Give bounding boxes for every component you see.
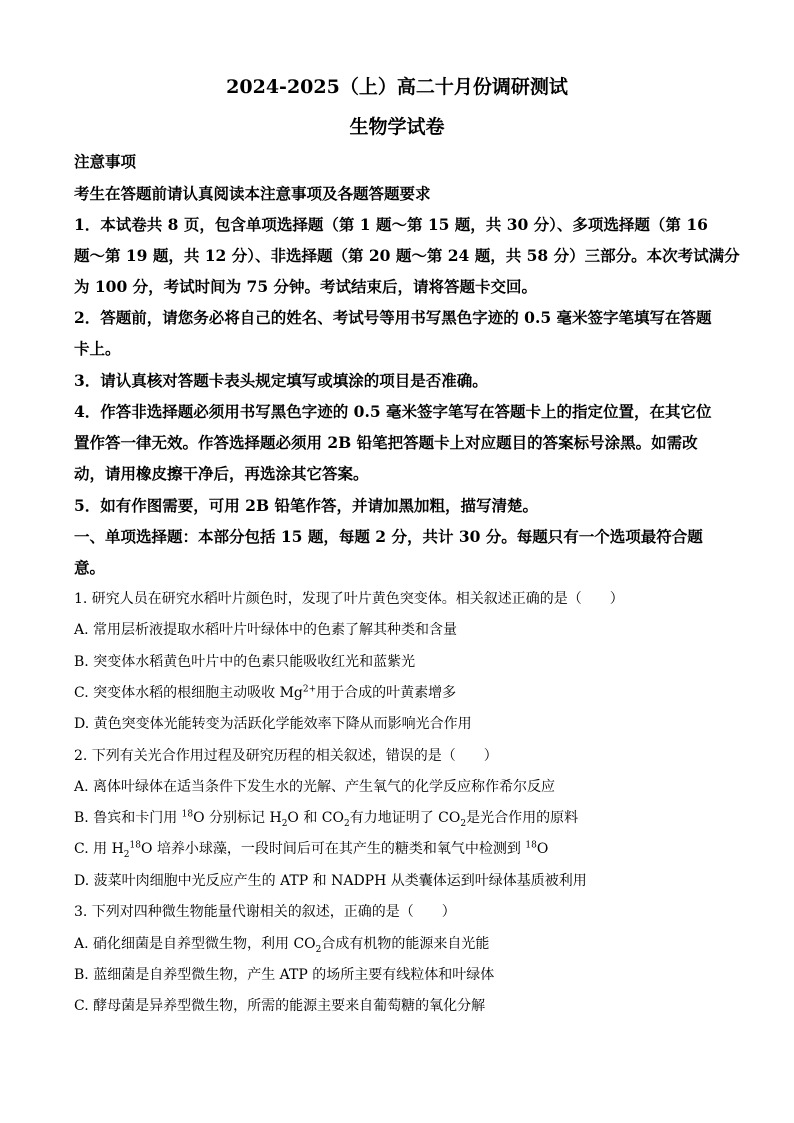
notice-item-4-line-3: 动，请用橡皮擦干净后，再选涂其它答案。 — [74, 464, 369, 483]
question-1-option-b: B. 突变体水稻黄色叶片中的色素只能吸收红光和蓝紫光 — [74, 654, 416, 670]
notice-item-5: 5．如有作图需要，可用 2B 铅笔作答，并请加黑加粗，描写清楚。 — [74, 496, 538, 515]
question-2-option-a: A. 离体叶绿体在适当条件下发生水的光解、产生氧气的化学反应称作希尔反应 — [74, 779, 556, 795]
notice-item-2-line-1: 2．答题前，请您务必将自己的姓名、考试号等用书写黑色字迹的 0.5 毫米签字笔填写在答题 — [74, 308, 712, 327]
question-1-option-a: A. 常用层析液提取水稻叶片叶绿体中的色素了解其种类和含量 — [74, 622, 458, 638]
notice-item-1-line-3: 为 100 分，考试时间为 75 分钟。考试结束后，请将答题卡交回。 — [74, 277, 538, 296]
notice-heading: 注意事项 — [74, 152, 137, 171]
question-1-option-d: D. 黄色突变体光能转变为活跃化学能效率下降从而影响光合作用 — [74, 716, 472, 732]
notice-item-4-line-1: 4．作答非选择题必须用书写黑色字迹的 0.5 毫米签字笔写在答题卡上的指定位置，在其它位 — [74, 402, 712, 421]
notice-intro: 考生在答题前请认真阅读本注意事项及各题答题要求 — [74, 184, 431, 203]
question-3-stem: 3. 下列对四种微生物能量代谢相关的叙述，正确的是（ ） — [74, 904, 456, 920]
notice-item-3: 3．请认真核对答题卡表头规定填写或填涂的项目是否准确。 — [74, 371, 488, 390]
notice-item-1-line-2: 题～第 19 题，共 12 分）、非选择题（第 20 题～第 24 题，共 58 分）三部分。本次考试满分 — [74, 246, 740, 265]
question-1-option-c: C. 突变体水稻的根细胞主动吸收 $Mg^{2+}$用于合成的叶黄素增多 — [74, 684, 457, 701]
exam-title: 2024-2025（上）高二十月份调研测试 — [226, 76, 568, 98]
notice-item-1-line-1: 1．本试卷共 8 页，包含单项选择题（第 1 题～第 15 题，共 30 分）、多项选择题（第 16 — [74, 215, 708, 234]
subject-title: 生物学试卷 — [349, 116, 445, 138]
section-1-heading-line-1: 一、单项选择题：本部分包括 15 题，每题 2 分，共计 30 分。每题只有一个选项最符合题 — [74, 527, 703, 546]
question-2-option-b: B. 鲁宾和卡门用 $^{18}$O 分别标记 $H_2O$ 和 $CO_2$有力地证明了 $CO_2$是光合作用的原料 — [74, 809, 579, 829]
question-2-option-c: C. 用 $H_2^{18}O$ 培养小球藻，一段时间后可在其产生的糖类和氧气中检测到 $^{18}$O — [74, 840, 549, 860]
section-1-heading-line-2: 意。 — [74, 558, 106, 577]
notice-item-2-line-2: 卡上。 — [74, 339, 121, 358]
question-2-option-d: D. 菠菜叶肉细胞中光反应产生的 ATP 和 NADPH 从类囊体运到叶绿体基质被利用 — [74, 873, 587, 889]
question-3-option-b: B. 蓝细菌是自养型微生物，产生 ATP 的场所主要有线粒体和叶绿体 — [74, 967, 495, 983]
question-2-stem: 2. 下列有关光合作用过程及研究历程的相关叙述，错误的是（ ） — [74, 748, 498, 764]
question-3-option-a: A. 硝化细菌是自养型微生物，利用 $CO_2$合成有机物的能源来自光能 — [74, 936, 490, 955]
question-3-option-c: C. 酵母菌是异养型微生物，所需的能源主要来自葡萄糖的氧化分解 — [74, 998, 486, 1014]
question-1-stem: 1. 研究人员在研究水稻叶片颜色时，发现了叶片黄色突变体。相关叙述正确的是（ ） — [74, 591, 624, 607]
notice-item-4-line-2: 置作答一律无效。作答选择题必须用 2B 铅笔把答题卡上对应题目的答案标号涂黑。如需改 — [74, 433, 698, 452]
